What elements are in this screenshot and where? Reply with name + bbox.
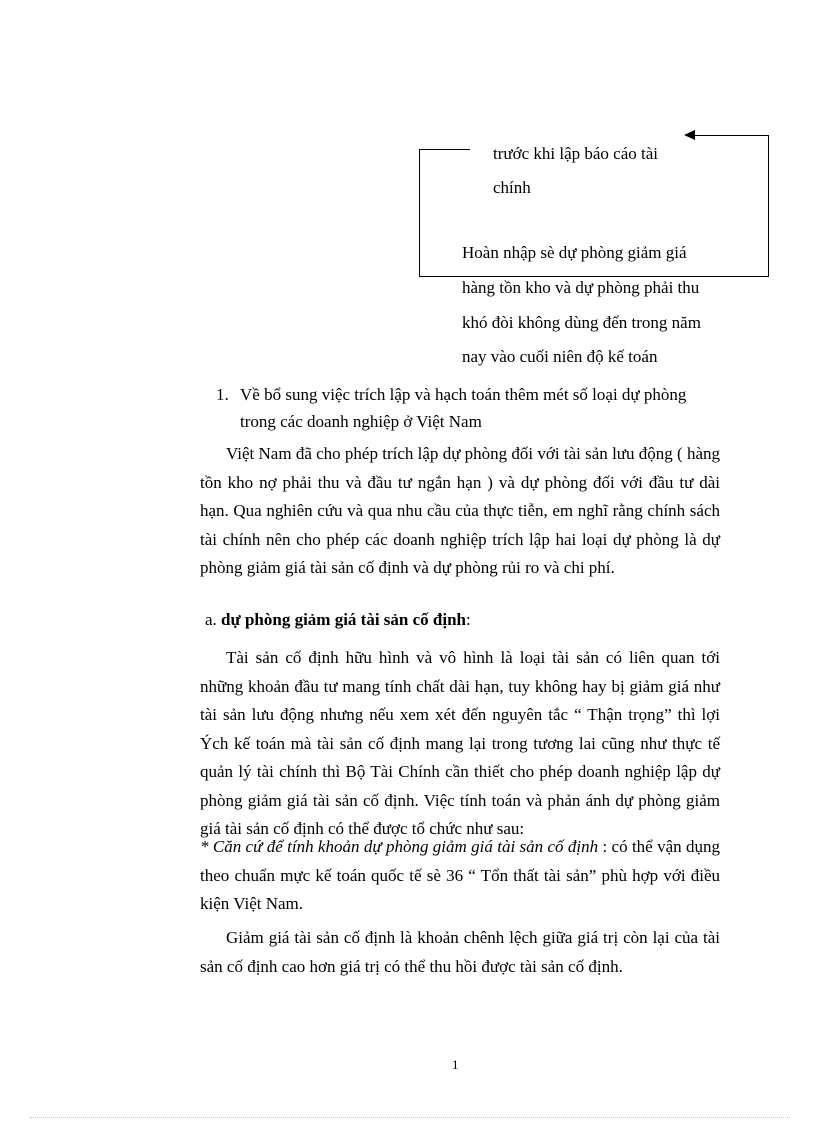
diagram-text-line: Hoàn nhập sè dự phòng giảm giá xyxy=(462,243,687,262)
heading-number: 1. xyxy=(216,385,229,404)
diagram-text-line: chính xyxy=(493,178,531,197)
paragraph-1-text: Việt Nam đã cho phép trích lập dự phòng đối với tài sản lưu động ( hàng tồn kho nợ phải thu và đầu tư ngắn hạn ) và dự phòng đối với đầu tư dài hạn. Qua nghiên cứu và qua nhu cầu của thực tiễn, em nghĩ rằng chính sách tài chính nên cho phép các doanh nghiệp trích lập hai loại dự phòng là dự phòng giảm giá tài sản cố định và dự phòng rủi ro và chi phí. xyxy=(200,444,720,577)
diagram-text-line: hàng tồn kho và dự phòng phải thu xyxy=(462,278,700,297)
diagram-text-line: nay vào cuối niên độ kế toán xyxy=(462,347,658,366)
paragraph-4-text: Giảm giá tài sản cố định là khoản chênh lệch giữa giá trị còn lại của tài sản cố định cao hơn giá trị có thể thu hồi được tài sản cố định. xyxy=(200,928,720,976)
subheading-prefix: a. xyxy=(205,610,217,629)
diagram-frame-top-right xyxy=(694,135,768,136)
paragraph-1 xyxy=(200,440,720,583)
arrow-left-icon xyxy=(684,130,695,140)
paragraph-4 xyxy=(200,924,720,981)
diagram-frame-right xyxy=(768,135,769,277)
diagram-text-line: khó đòi không dùng đến trong năm xyxy=(462,313,701,332)
diagram-frame-left xyxy=(419,149,420,276)
diagram-text-line: trước khi lập báo cáo tài xyxy=(493,144,659,163)
paragraph-2-text: Tài sản cố định hữu hình và vô hình là loại tài sản có liên quan tới những khoản đầu tư mang tính chất dài hạn, tuy không hay bị giảm giá như tài sản lưu động nhưng nếu xem xét đến nguyên tắc “ Thận trọng” thì lợi Ých kế toán mà tài sản cố định mang lại trong tương lai cũng như thực tế quản lý tài chính thì Bộ Tài Chính cần thiết cho phép doanh nghiệp lập dự phòng giảm giá tài sản cố định. Việc tính toán và phản ánh dự phòng giảm giá tài sản cố định có thể được tổ chức như sau: xyxy=(200,648,720,838)
paragraph-3-lead: * Căn cứ để tính khoản dự phòng giảm giá tài sản cố định xyxy=(200,837,599,856)
page-number: 1 xyxy=(452,1057,459,1072)
paragraph-2 xyxy=(200,644,720,844)
subheading-bold: dự phòng giảm giá tài sản cố định xyxy=(221,610,467,629)
section-heading: Về bổ sung việc trích lập và hạch toán thêm mét số loại dự phòng trong các doanh nghiệp ở Việt Nam xyxy=(240,385,687,431)
paragraph-3 xyxy=(200,833,720,919)
subheading-a xyxy=(205,610,471,630)
diagram-frame-top-left xyxy=(419,149,470,150)
subheading-suffix: : xyxy=(466,610,471,629)
diagram-frame-bottom xyxy=(419,276,769,277)
paragraph-3-text: : có thể vận dụng theo chuẩn mực kế toán quốc tế sè 36 “ Tổn thất tài sản” phù hợp với điều kiện Việt Nam. xyxy=(200,837,720,913)
page-bottom-divider xyxy=(30,1117,790,1118)
